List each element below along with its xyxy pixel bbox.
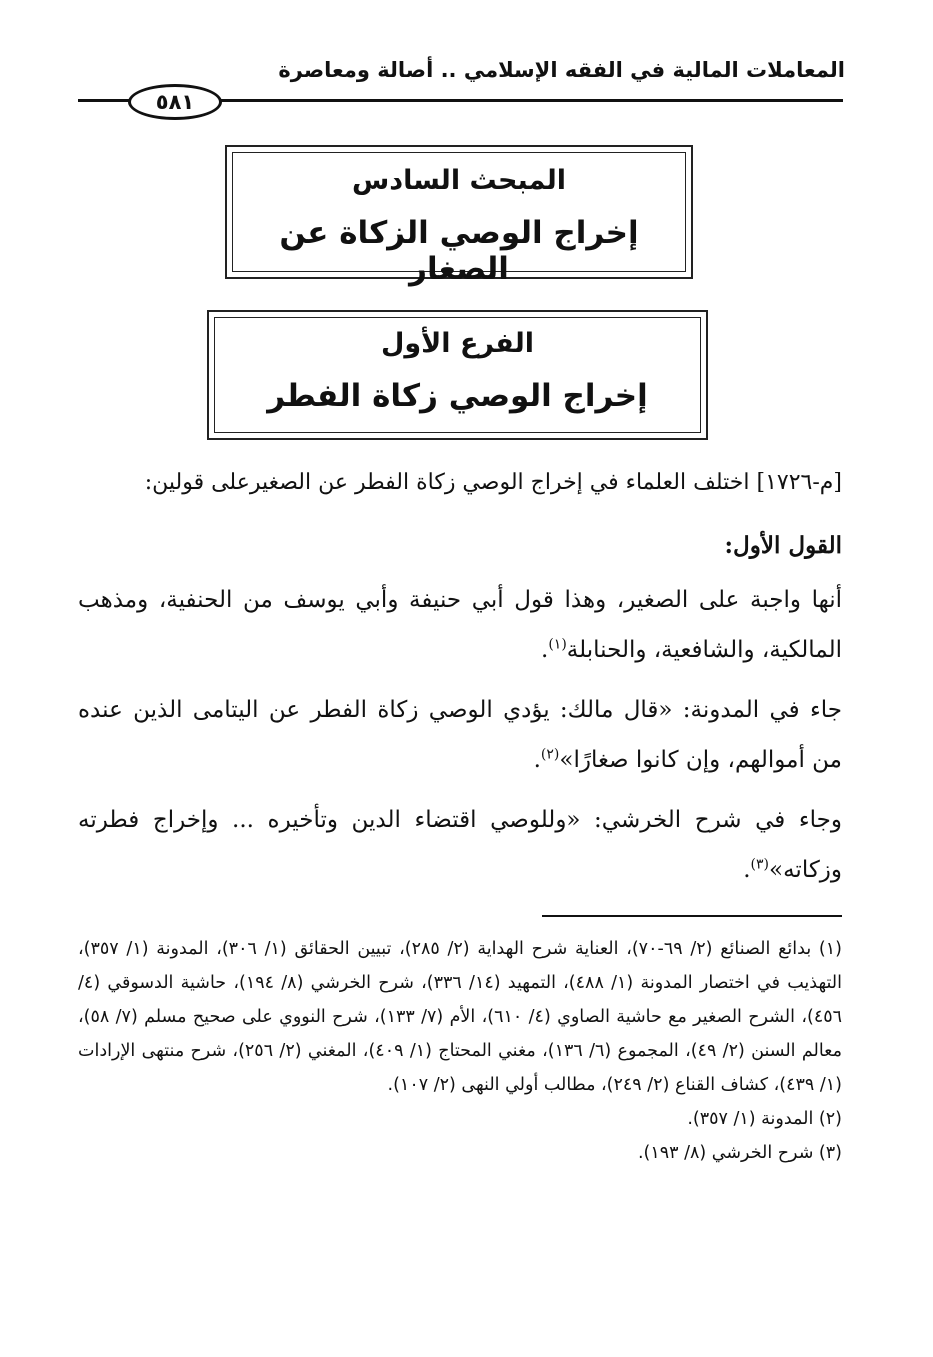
section-title-box bbox=[225, 145, 693, 287]
kharshi-quote-text: وجاء في شرح الخرشي: «وللوصي اقتضاء الدين وتأخيره ... وإخراج فطرته وزكاته» bbox=[78, 807, 842, 883]
first-opinion-text: أنها واجبة على الصغير، وهذا قول أبي حنيفة وأبي يوسف من الحنفية، ومذهب المالكية، والشافعية، والحنابلة bbox=[78, 587, 842, 663]
first-opinion-paragraph bbox=[78, 575, 842, 675]
subsection-title: الفرع الأول bbox=[380, 328, 535, 359]
running-header-title: المعاملات المالية في الفقه الإسلامي .. أصالة ومعاصرة bbox=[278, 58, 845, 82]
mudawwana-quote-text: جاء في المدونة: «قال مالك: يؤدي الوصي زكاة الفطر عن اليتامى الذين عنده من أموالهم، وإن كانوا صغارًا» bbox=[78, 697, 842, 773]
footnote-2: (٢) المدونة (١/ ٣٥٧). bbox=[687, 1109, 842, 1129]
page-number: ٥٨١ bbox=[128, 84, 222, 120]
footnotes bbox=[78, 932, 842, 1170]
footnote-ref-1[interactable]: (١) bbox=[548, 636, 567, 653]
subsection-subtitle: إخراج الوصي زكاة الفطر bbox=[267, 378, 648, 414]
kharshi-quote-paragraph bbox=[78, 795, 842, 895]
mudawwana-quote-paragraph bbox=[78, 685, 842, 785]
section-subtitle: إخراج الوصي الزكاة عن الصغار bbox=[279, 215, 639, 287]
intro-paragraph: [م-١٧٢٦] اختلف العلماء في إخراج الوصي زكاة الفطر عن الصغيرعلى قولين: bbox=[144, 470, 842, 495]
footnote-separator bbox=[542, 915, 842, 917]
sentence-period: . bbox=[743, 857, 751, 883]
sentence-period: . bbox=[533, 747, 541, 773]
footnote-ref-3[interactable]: (٣) bbox=[750, 856, 770, 873]
footnote-3: (٣) شرح الخرشي (٨/ ١٩٣). bbox=[637, 1143, 842, 1163]
footnote-ref-2[interactable]: (٢) bbox=[540, 746, 560, 763]
section-title: المبحث السادس bbox=[351, 165, 567, 196]
first-opinion-heading: القول الأول: bbox=[724, 532, 842, 559]
footnote-1: (١) بدائع الصنائع (٢/ ٦٩-٧٠)، العناية شرح الهداية (٢/ ٢٨٥)، تبيين الحقائق (١/ ٣٠٦)، المدونة (١/ ٣٥٧)، التهذيب في اختصار المدونة (١/ ٤٨٨)، التمهيد (١٤/ ٣٣٦)، شرح الخرشي (٨/ ١٩٤)، حاشية الدسوقي (٤/ ٤٥٦)، الشرح الصغير مع حاشية الصاوي (٤/ ٦١٠)، الأم (٧/ ١٣٣)، شرح النووي على صحيح مسلم (٧/ ٥٨)، معالم السنن (٢/ ٤٩)، المجموع (٦/ ١٣٦)، مغني المحتاج (١/ ٤٠٩)، المغني (٢/ ٢٥٦)، شرح منتهى الإرادات (١/ ٤٣٩)، كشاف القناع (٢/ ٢٤٩)، مطالب أولي النهى (٢/ ١٠٧). bbox=[78, 939, 843, 1095]
subsection-title-box bbox=[207, 310, 708, 440]
sentence-period: . bbox=[541, 637, 549, 663]
